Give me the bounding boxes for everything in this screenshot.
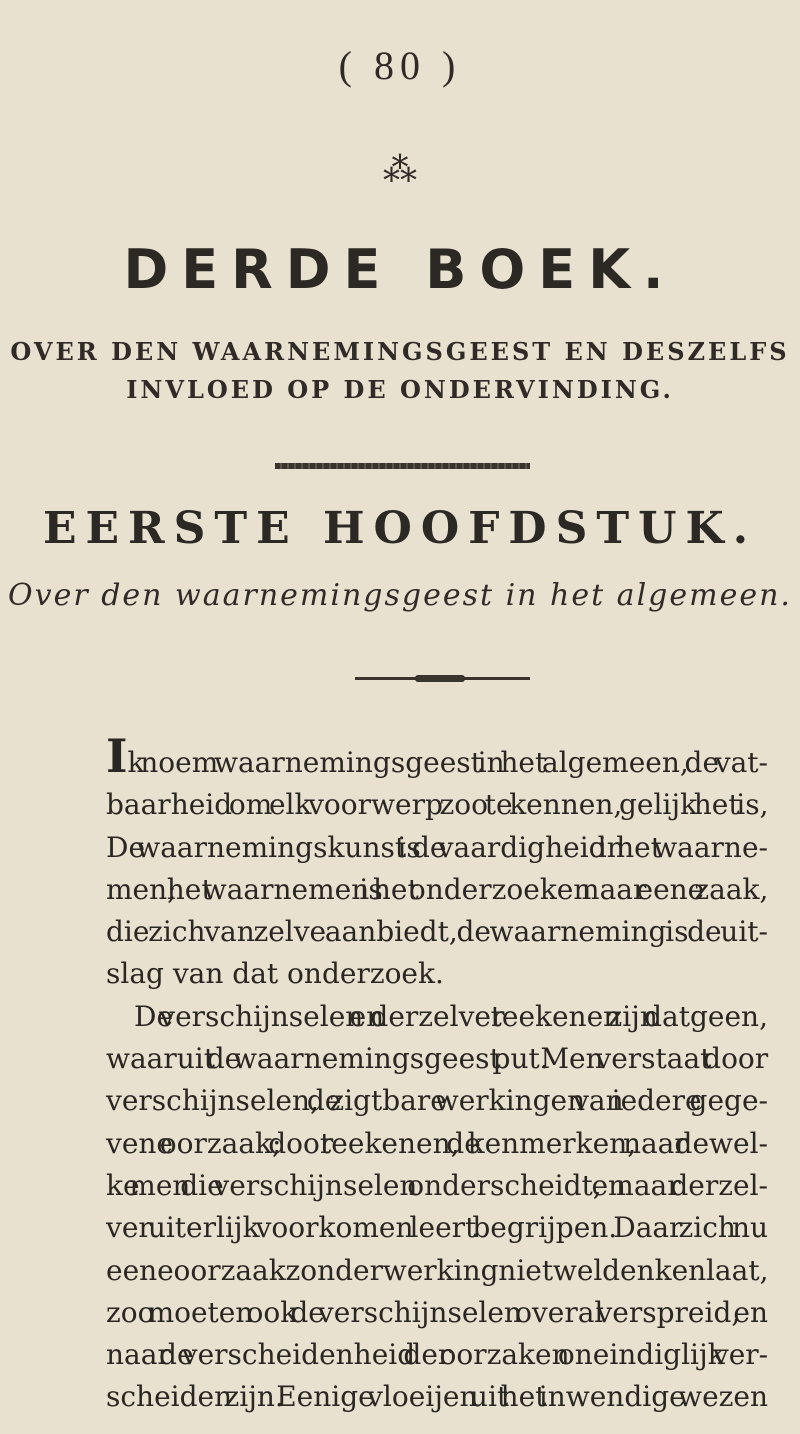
text-line: scheiden zijn. Eenige vloeijen uit het inwendige wezen (106, 1380, 768, 1414)
text-line (106, 729, 769, 784)
text-line: De waarnemingskunst is de vaardigheid in het waarne- (106, 830, 768, 864)
text-line: naar de verscheidenheid der oorzaken oneindiglijk ver- (106, 1338, 769, 1372)
text-line: zoo moeten ook de verschijnselen overal verspreid, en (106, 1295, 768, 1329)
text-line: vene oorzaak; door teekenen, de kenmerken, naar dewel- (106, 1126, 768, 1160)
text-line: De verschijnselen en derzelver teekenen zijn datgeen, (134, 999, 768, 1033)
book-subtitle (0, 333, 800, 409)
text-line: eene oorzaak zonder werking niet wel denken laat, (106, 1253, 769, 1287)
chapter-title: EERSTE HOOFDSTUK. (42, 503, 758, 554)
text-line: verschijnselen, de zigtbare werkingen van iedere gege- (106, 1084, 768, 1118)
body-text (106, 729, 769, 1419)
text-line: waaruit de waarnemingsgeest put. Men verstaat door (106, 1042, 769, 1076)
book-title: DERDE BOEK. (123, 238, 677, 301)
text-line: die zich van zelve aanbiedt, de waarneming is de uit- (106, 915, 768, 949)
book-subtitle-line-1: OVER DEN WAARNEMINGSGEEST EN DESZELFS (10, 337, 790, 366)
asterism-ornament: ⁂ (383, 150, 417, 190)
book-subtitle-line-2: INVLOED OP DE ONDERVINDING. (126, 375, 674, 404)
page-number: ( 80 ) (338, 43, 462, 88)
text-line-content: k noem waarnemingsgeest in het algemeen, de vat- (127, 746, 769, 779)
ornamental-rule (275, 463, 530, 469)
text-line: ke men die verschijnselen onderscheidt, en naar derzel- (106, 1168, 768, 1202)
text-line: ver uiterlijk voorkomen leert begrijpen. Daar zich nu (106, 1211, 769, 1245)
drop-cap: I (106, 729, 128, 783)
section-rule (355, 677, 530, 680)
text-line: baarheid om elk voorwerp zoo te kennen, gelijk het is, (106, 788, 769, 822)
chapter-subtitle: Over den waarnemingsgeest in het algemeen. (8, 578, 792, 613)
text-line: slag van dat onderzoek. (106, 957, 444, 991)
text-line: men; het waarnemen is het onderzoeken naar eene zaak, (106, 872, 769, 906)
